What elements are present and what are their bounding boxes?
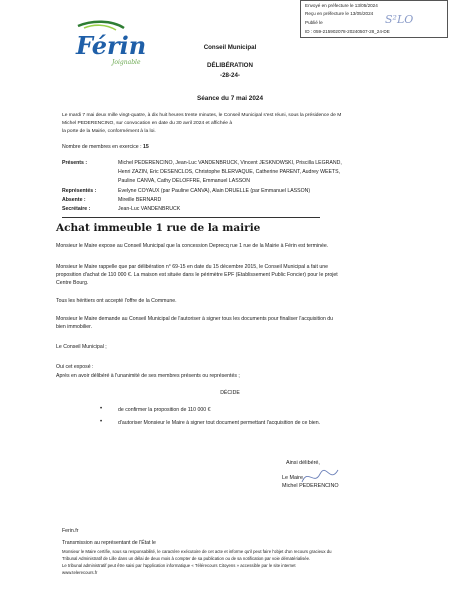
logo-wordmark: Férin [76, 31, 147, 60]
footer-line: Monsieur le Maire certifie, sous sa responsabilité, le caractère exécutoire de cet acte et informe qu'il peut faire l'objet d'un recours gracieux du [62, 549, 332, 554]
stamp-line: ID : 059-215902078-20240507-28_24-DE [305, 29, 390, 34]
signature-scribble [300, 466, 340, 488]
members-value: 15 [143, 144, 149, 150]
footer-line: Le tribunal administratif peut être saisi par l'application informatique « Télérecours Citoyens » accessible par le site internet [62, 563, 296, 568]
members-label: Nombre de membres en exercice : [62, 144, 142, 150]
logo-graphic [72, 18, 162, 70]
body-paragraph: Oui cet exposé : [56, 364, 94, 370]
footer-line: Tribunal Administratif de Lille dans un délai de deux mois à compter de sa publication ou de sa notification par voie dématérialisée. [62, 556, 311, 561]
ferin-logo [72, 18, 162, 70]
stamp-handwritten-mark: S²LO [385, 13, 414, 26]
signature-name: Michel PEDERENCINO [282, 483, 339, 489]
represented-label: Représentés : [62, 188, 97, 194]
present-line: Pauline CANVA, Cathy DELOFFRE, Emmanuel LASSON [118, 178, 250, 184]
deliberation-number: -28-24- [220, 72, 240, 79]
signature-closing: Ainsi délibéré, [286, 460, 320, 466]
body-paragraph: Après en avoir délibéré à l'unanimité de ses membres présents ou représentés ; [56, 373, 240, 379]
absent-value: Mireille BERNARD [118, 197, 162, 203]
intro-line: Le mardi 7 mai deux mille vingt-quatre, à dix huit heures trente minutes, le Conseil Municipal s'est réuni, sous la présidence de M [62, 113, 342, 118]
body-paragraph: Centre Bourg. [56, 280, 89, 286]
stamp-line: Reçu en préfecture le 13/05/2024 [305, 11, 374, 16]
logo-tagline: Joignable [112, 59, 141, 66]
body-paragraph: Tous les héritiers ont accepté l'offre de la Commune. [56, 298, 177, 304]
absent-label: Absente : [62, 197, 86, 203]
council-name: Conseil Municipal [203, 44, 257, 51]
decision-item: de confirmer la proposition de 110 000 € [118, 407, 211, 413]
footer-line: Transmission au représentant de l'État le [62, 540, 156, 546]
session-date: Séance du 7 mai 2024 [196, 95, 264, 102]
body-paragraph: proposition d'achat de 110 000 €. La maison est située dans le périmètre EPF (Etablissement Public Foncier) pour le projet [56, 272, 338, 278]
stamp-line: Publié le [305, 20, 323, 25]
subject-heading: Achat immeuble 1 rue de la mairie [56, 222, 261, 234]
secretary-value: Jean-Luc VANDENBRUCK [118, 206, 181, 212]
present-line: Henri ZAZIN, Eric DESENCLOS, Christophe BLERVAQUE, Catherine PARENT, Audrey WEETS, [118, 169, 340, 175]
present-label: Présents : [62, 160, 88, 166]
intro-line: Michel PEDERENCINO, sur convocation en date du 30 avril 2024 et affichée à [62, 121, 233, 126]
prefecture-stamp [300, 0, 448, 38]
decision-item: d'autoriser Monsieur le Maire à signer tout document permettant l'acquisition de ce bien. [118, 420, 321, 426]
footer-site: Ferin.fr [62, 528, 79, 534]
decide-heading: DÉCIDE [220, 390, 240, 396]
body-paragraph: Monsieur le Maire rappelle que par délibération n° 69-15 en date du 15 décembre 2015, le Conseil Municipal a fait une [56, 264, 328, 270]
signature-role: Le Maire, [282, 475, 305, 481]
intro-line: la porte de la Mairie, conformément à la loi. [62, 129, 156, 134]
members-count [62, 144, 149, 151]
body-paragraph: Monsieur le Maire expose au Conseil Municipal que la concession Deprecq rue 1 rue de la Mairie à Férin est terminée. [56, 243, 329, 249]
represented-value: Evelyne COYAUX (par Pauline CANVA), Alain DRUELLE (par Emmanuel LASSON) [118, 188, 311, 194]
body-paragraph: bien immobilier. [56, 324, 93, 330]
footer-line: www.telerecours.fr [62, 570, 98, 575]
secretary-label: Secrétaire : [62, 206, 91, 212]
body-paragraph: Le Conseil Municipal ; [56, 344, 107, 350]
bullet-marker: • [100, 406, 103, 412]
bullet-marker: • [100, 419, 103, 425]
stamp-line: Envoyé en préfecture le 13/05/2024 [305, 3, 378, 8]
divider [62, 217, 320, 218]
body-paragraph: Monsieur le Maire demande au Conseil Municipal de l'autoriser à signer tous les documents pour finaliser l'acquisition du [56, 316, 334, 322]
present-line: Michel PEDERENCINO, Jean-Luc VANDENBRUCK, Vincent JESKNOWSKI, Priscilla LEGRAND, [118, 160, 342, 166]
document-title: DÉLIBÉRATION [207, 62, 253, 69]
